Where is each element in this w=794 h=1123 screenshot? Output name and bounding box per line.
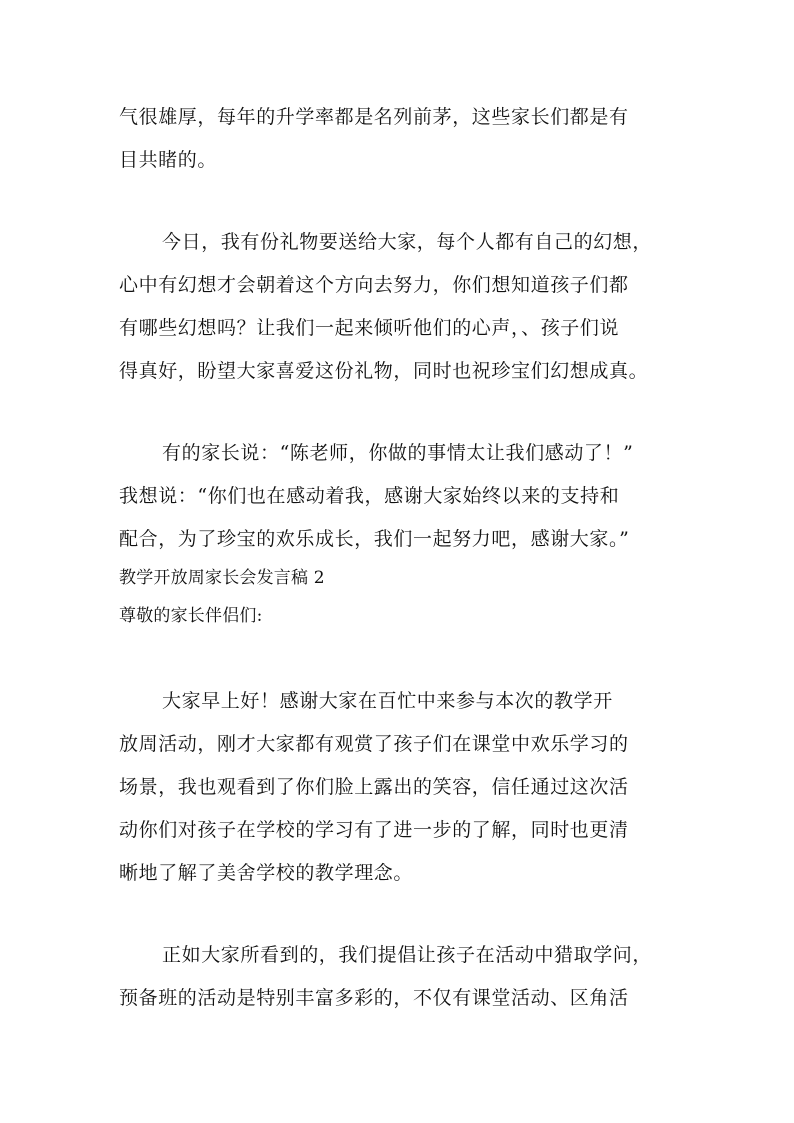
paragraph-line: 正如大家所看到的，我们提倡让孩子在活动中猎取学问， <box>162 944 653 966</box>
paragraph-line: 目共睹的。 <box>119 149 218 171</box>
paragraph-line: 气很雄厚，每年的升学率都是名列前茅，这些家长们都是有 <box>119 106 629 128</box>
paragraph-line: 动你们对孩子在学校的学习有了进一步的了解，同时也更清 <box>119 819 629 841</box>
paragraph-line: 场景，我也观看到了你们脸上露出的笑容，信任通过这次活 <box>119 776 629 798</box>
paragraph-line: 我想说：“你们也在感动着我，感谢大家始终以来的支持和 <box>119 485 620 507</box>
paragraph-line: 有的家长说：“陈老师，你做的事情太让我们感动了！” <box>162 442 634 464</box>
paragraph-line: 心中有幻想才会朝着这个方向去努力，你们想知道孩子们都 <box>119 274 629 296</box>
paragraph-line: 有哪些幻想吗？让我们一起来倾听他们的心声，、孩子们说 <box>119 317 620 339</box>
paragraph-line: 今日，我有份礼物要送给大家，每个人都有自己的幻想， <box>162 231 653 253</box>
salutation: 尊敬的家长伴侣们: <box>119 606 263 626</box>
section-title: 教学开放周家长会发言稿 2 <box>119 568 325 588</box>
paragraph-line: 预备班的活动是特别丰富多彩的，不仅有课堂活动、区角活 <box>119 987 629 1009</box>
paragraph-line: 晰地了解了美舍学校的教学理念。 <box>119 862 414 884</box>
paragraph-line: 大家早上好！感谢大家在百忙中来参与本次的教学开 <box>162 690 613 712</box>
paragraph-line: 配合，为了珍宝的欢乐成长，我们一起努力吧，感谢大家。” <box>119 528 630 550</box>
paragraph-line: 得真好，盼望大家喜爱这份礼物，同时也祝珍宝们幻想成真。 <box>119 360 649 382</box>
paragraph-line: 放周活动，刚才大家都有观赏了孩子们在课堂中欢乐学习的 <box>119 733 629 755</box>
